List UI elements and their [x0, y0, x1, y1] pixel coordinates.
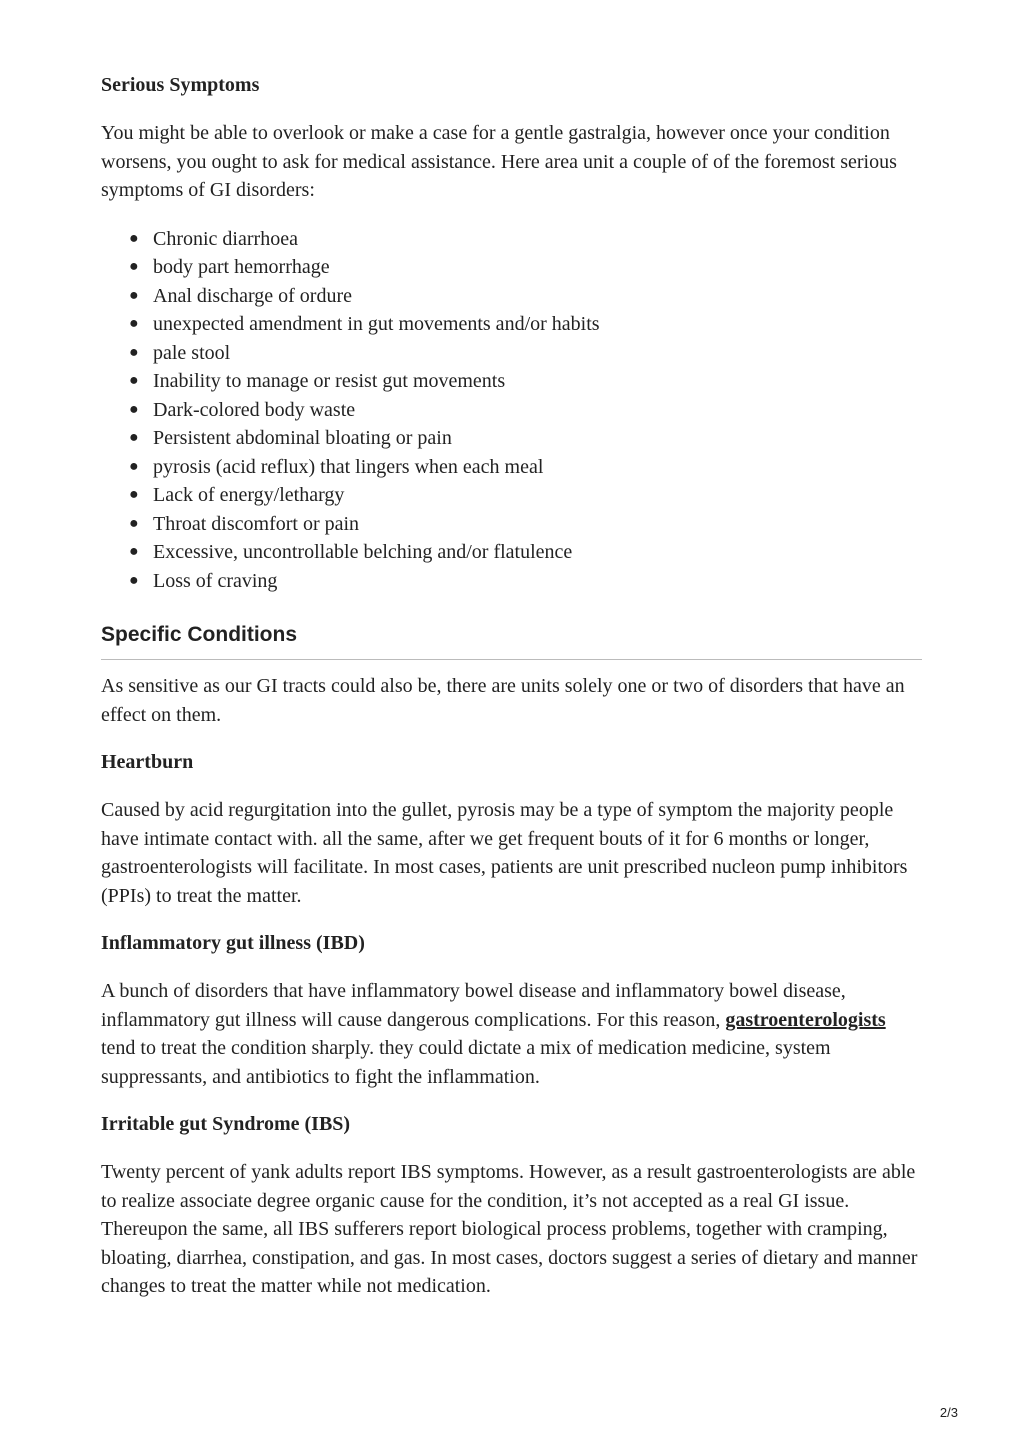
serious-symptoms-heading: Serious Symptoms — [101, 74, 260, 96]
bullet-icon: ● — [129, 429, 139, 446]
document-page — [101, 70, 922, 1301]
ibd-body-end: tend to treat the condition sharply. they could dictate a mix of medication medicine, system suppressants, and antibiotics to fight the inflammation. — [101, 1037, 831, 1088]
list-item: ● Dark-colored body waste — [101, 396, 922, 425]
page-number: 2/3 — [939, 1405, 958, 1420]
serious-symptoms-intro: You might be able to overlook or make a case for a gentle gastralgia, however once your condition worsens, you ought to ask for medical assistance. Here area unit a couple of of the foremost serious symptoms of GI disorders: — [101, 122, 897, 201]
list-item: ● Throat discomfort or pain — [101, 510, 922, 539]
list-item: ● body part hemorrhage — [101, 253, 922, 282]
list-item: ● Anal discharge of ordure — [101, 282, 922, 311]
heartburn-body: Caused by acid regurgitation into the gullet, pyrosis may be a type of symptom the majority people have intimate contact with. all the same, after we get frequent bouts of it for 6 months or longer, gastroenterologists will facilitate. In most cases, patients are unit prescribed nucleon pump inhibitors (PPIs) to treat the matter. — [101, 799, 908, 907]
bullet-icon: ● — [129, 258, 139, 275]
list-item: ● pale stool — [101, 339, 922, 368]
list-item: ● Loss of craving — [101, 567, 922, 596]
bullet-icon: ● — [129, 486, 139, 503]
list-item: ● Chronic diarrhoea — [101, 225, 922, 254]
ibd-heading: Inflammatory gut illness (IBD) — [101, 932, 365, 954]
specific-conditions-heading: Specific Conditions — [101, 621, 922, 660]
bullet-icon: ● — [129, 229, 139, 247]
list-item: ● Excessive, uncontrollable belching and/or flatulence — [101, 538, 922, 567]
ibd-body-start: A bunch of disorders that have inflammatory bowel disease and inflammatory bowel disease, inflammatory gut illness will cause dangerous complications. For this reason, — [101, 980, 846, 1031]
bullet-icon: ● — [129, 315, 139, 332]
ibd-body — [101, 977, 922, 1091]
list-item: ● Inability to manage or resist gut movements — [101, 367, 922, 396]
list-item: ● Persistent abdominal bloating or pain — [101, 424, 922, 453]
bullet-icon: ● — [129, 400, 139, 418]
specific-conditions-intro: As sensitive as our GI tracts could also be, there are units solely one or two of disorders that have an effect on them. — [101, 675, 905, 726]
ibs-body: Twenty percent of yank adults report IBS symptoms. However, as a result gastroenterologists are able to realize associate degree organic cause for the condition, it’s not accepted as a real GI issue. Thereupon the same, all IBS sufferers report biological process problems, together with cramping, bloating, diarrhea, constipation, and gas. In most cases, doctors suggest a series of dietary and manner changes to treat the matter while not medication. — [101, 1161, 918, 1297]
list-item: ● unexpected amendment in gut movements and/or habits — [101, 310, 922, 339]
bullet-icon: ● — [129, 514, 139, 532]
bullet-icon: ● — [129, 457, 139, 475]
bullet-icon: ● — [129, 343, 139, 361]
heartburn-heading: Heartburn — [101, 751, 194, 773]
bullet-icon: ● — [129, 286, 139, 304]
list-item: ● pyrosis (acid reflux) that lingers when each meal — [101, 453, 922, 482]
bullet-icon: ● — [129, 571, 139, 589]
bullet-icon: ● — [129, 543, 139, 560]
bullet-icon: ● — [129, 372, 139, 389]
ibs-heading: Irritable gut Syndrome (IBS) — [101, 1113, 351, 1135]
list-item: ● Lack of energy/lethargy — [101, 481, 922, 510]
symptom-list — [101, 225, 922, 596]
gastroenterologists-link[interactable]: gastroenterologists — [725, 1008, 886, 1031]
